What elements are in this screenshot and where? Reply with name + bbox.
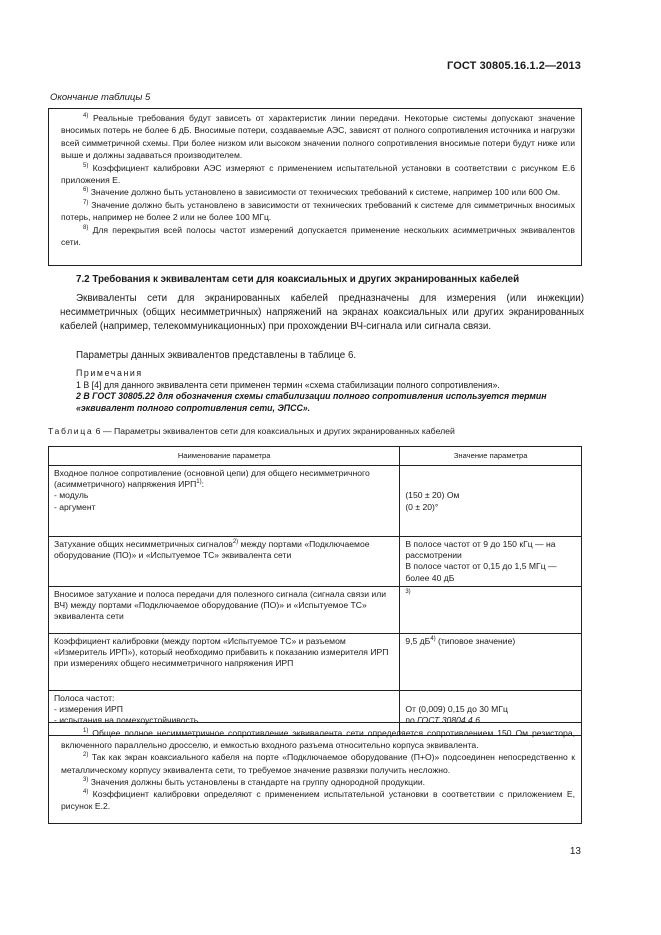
section-notes bbox=[76, 368, 584, 414]
table6-notes-box bbox=[48, 722, 582, 824]
table-row bbox=[49, 633, 582, 690]
table5-note: $^{5)}$ Коэффициент калибровки АЭС измеряют с применением испытательной установки в соответствии с рисунком Е.6 приложения Е. bbox=[61, 162, 575, 186]
table6-caption: Таблица 6 — Параметры эквивалентов сети для коаксиальных и других экранированных кабелей bbox=[48, 426, 455, 436]
param-value-cell: 3) bbox=[400, 586, 582, 633]
column-header: Наименование параметра bbox=[49, 447, 400, 466]
param-name-cell: Вносимое затухание и полоса передачи для полезного сигнала (сигнала связи или ВЧ) между портами «Подключаемое оборудование (ПО)» и «Испытуемое ТС» эквивалента сети bbox=[49, 586, 400, 633]
param-name-cell: Коэффициент калибровки (между портом «Испытуемое ТС» и разъемом «Измеритель ИРП»), который необходимо прибавить к показанию измерителя ИРП при измерениях общего несимметричного напряжения ИРП bbox=[49, 633, 400, 690]
param-value-cell: 9,5 $дБ^{4)}$ (типовое значение) bbox=[400, 633, 582, 690]
table5-note: $^{4)}$ Реальные требования будут зависеть от характеристик линии передачи. Некоторые системы допускают значение вносимых потерь не более 6 дБ. Вносимые потери, создаваемые АЭС, зависят от полного сопротивления источника и нагрузки всей симметричной схемы. При более низком или высоком значении полного сопротивления вносимые потери будут ниже или выше и должны задаваться производителем. bbox=[61, 113, 575, 161]
page-number: 13 bbox=[569, 846, 581, 857]
section-heading: 7.2 Требования к эквивалентам сети для коаксиальных и других экранированных кабелей bbox=[76, 274, 520, 285]
table-header-row bbox=[49, 447, 582, 466]
table6-note: $^{4)}$ Коэффициент калибровки определяют с применением испытательной установки в соответствии с приложением Е, рисунок Е.2. bbox=[61, 789, 575, 812]
table-row bbox=[49, 466, 582, 537]
table6-note: $^{3)}$ Значения должны быть установлены в стандарте на группу однородной продукции. bbox=[83, 776, 426, 787]
note-item: 2 В ГОСТ 30805.22 для обозначения схемы стабилизации полного сопротивления используется термин «эквивалент полного сопротивления сети, ЭПСС». bbox=[76, 391, 547, 413]
notes-title: Примечания bbox=[76, 368, 143, 378]
param-value-cell: От (0,009) 0,15 до 30 МГц по ГОСТ 30804.4.6 bbox=[400, 690, 582, 735]
table5-note: $^{8)}$ Для перекрытия всей полосы частот измерений допускается применение нескольких асимметричных эквивалентов сети. bbox=[61, 224, 575, 248]
note-item: 1 В [4] для данного эквивалента сети применен термин «схема стабилизации полного сопротивления». bbox=[76, 379, 500, 390]
param-name-cell: Полоса частот: - измерения ИРП - испытания на помехоустойчивость bbox=[49, 690, 400, 735]
param-name-cell: Затухание общих несимметричных сигналов$^{2)}$ между портами «Подключаемое оборудование (ПО)» и «Испытуемое ТС» эквивалента сети bbox=[49, 537, 400, 587]
table-row bbox=[49, 586, 582, 633]
table6-note: $^{2)}$ Так как экран коаксиального кабеля на порте «Подключаемое оборудование (П+О)» подсоединен непосредственно к металлическому корпусу эквивалента сети, то требуемое значение развязки получить несложно. bbox=[61, 752, 575, 775]
param-value-cell: В полосе частот от 9 до 150 кГц — на рассмотрении В полосе частот от 0,15 до 1,5 МГц — более 40 дБ bbox=[400, 537, 582, 587]
param-value-cell: (150 ± 20) Ом (0 ± 20)° bbox=[400, 466, 582, 537]
param-name-cell: Входное полное сопротивление (основной цепи) для общего несимметричного (асимметричного) напряжения ИРП$^{1)}$: - модуль - аргумент bbox=[49, 466, 400, 537]
section-paragraph: Эквиваленты сети для экранированных кабелей предназначены для измерения (или инжекции) несимметричных (общих несимметричных) напряжений на экранах коаксиальных или других экранированных кабелей (например, телекоммуникационных) при прохождении ВЧ-сигнала или сигнала связи. bbox=[60, 293, 584, 333]
table5-note: $^{6)}$ Значение должно быть установлено в зависимости от технических требований к системе, например 100 или 600 Ом. bbox=[83, 187, 561, 198]
column-header: Значение параметра bbox=[400, 447, 582, 466]
standard-header: ГОСТ 30805.16.1.2—2013 bbox=[447, 60, 581, 72]
section-paragraph: Параметры данных эквивалентов представлены в таблице 6. bbox=[76, 350, 357, 361]
table5-note: $^{7)}$ Значение должно быть установлено в зависимости от технических требований к системе для симметричных вносимых потерь, например не более 2 или не более 100 МГц. bbox=[61, 199, 575, 223]
table6 bbox=[48, 446, 582, 736]
table-continuation-label: Окончание таблицы 5 bbox=[50, 92, 151, 103]
table5-notes-box bbox=[48, 108, 582, 266]
table-row bbox=[49, 537, 582, 587]
table6-note: $^{1)}$ Общее полное несимметричное сопротивление эквивалента сети определяется сопротивлением 150 Ом резистора, включенного параллельно дросселю, и емкостью входного разъема относительно корпуса эквивалента. bbox=[61, 728, 575, 751]
